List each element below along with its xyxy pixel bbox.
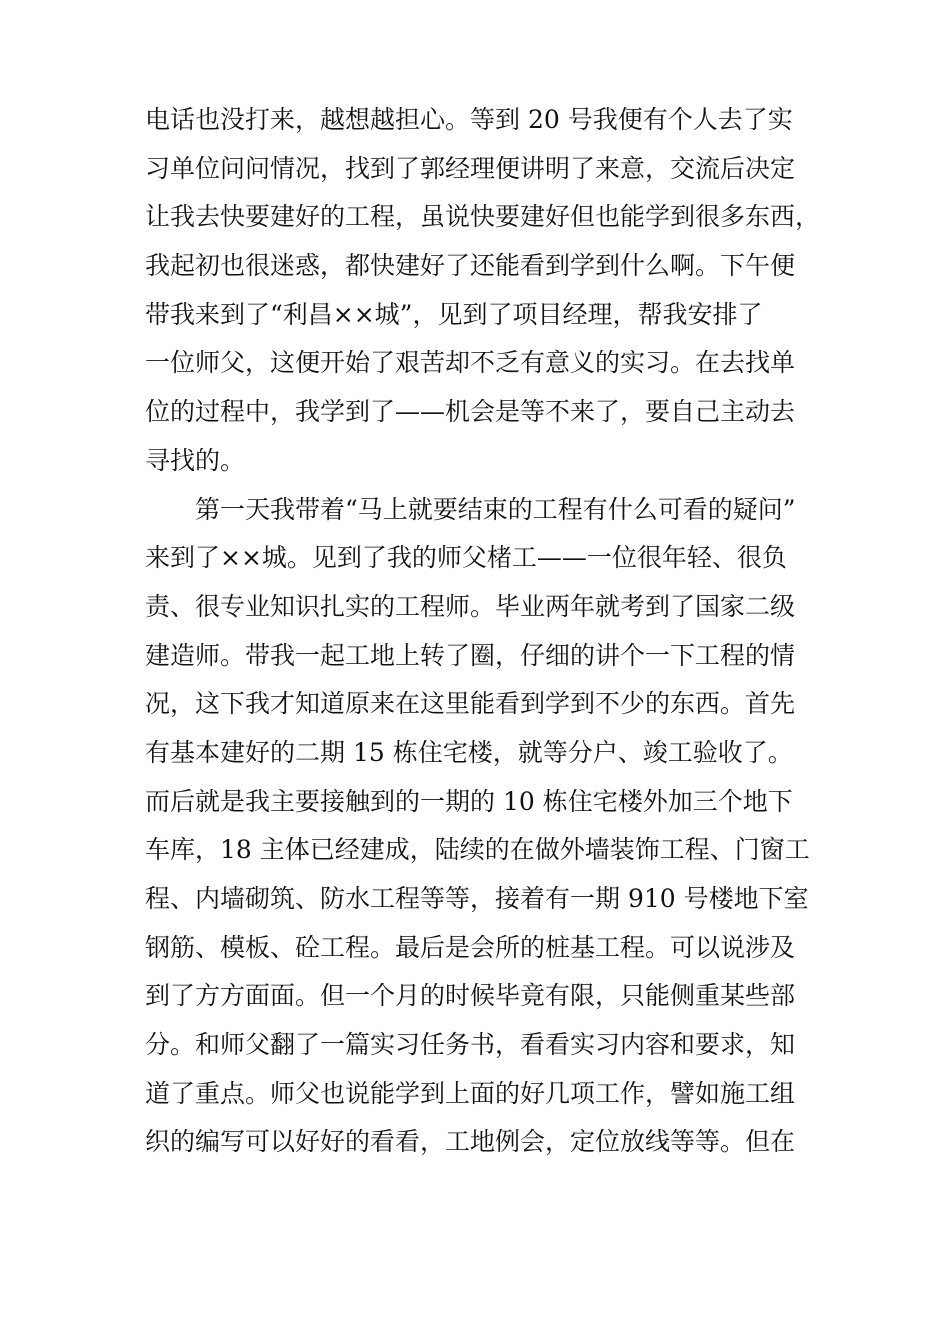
text-line: 况，这下我才知道原来在这里能看到学到不少的东西。首先 xyxy=(145,689,796,719)
text-line: 道了重点。师父也说能学到上面的好几项工作，譬如施工组 xyxy=(145,1078,796,1108)
text-line: 程、内墙砌筑、防水工程等等，接着有一期 910 号楼地下室 xyxy=(145,884,809,913)
text-line: 有基本建好的二期 15 栋住宅楼，就等分户、竣工验收了。 xyxy=(145,737,793,767)
text-line: 车库，18 主体已经建成，陆续的在做外墙装饰工程、门窗工 xyxy=(145,835,810,865)
text-line: 习单位问问情况，找到了郭经理便讲明了来意，交流后决定 xyxy=(145,153,796,183)
text-line: 带我来到了“利昌××城”，见到了项目经理，帮我安排了 xyxy=(145,299,763,329)
text-line: 织的编写可以好好的看看，工地例会，定位放线等等。但在 xyxy=(145,1127,796,1157)
text-line: 我起初也很迷惑，都快建好了还能看到学到什么啊。下午便 xyxy=(145,251,796,281)
text-line: 第一天我带着“马上就要结束的工程有什么可看的疑问” xyxy=(145,494,796,524)
text-line: 让我去快要建好的工程，虽说快要建好但也能学到很多东西， xyxy=(145,202,821,232)
text-line: 位的过程中，我学到了——机会是等不来了，要自己主动去 xyxy=(145,397,796,427)
text-line: 钢筋、模板、砼工程。最后是会所的桩基工程。可以说涉及 xyxy=(145,932,796,962)
text-line: 分。和师父翻了一篇实习任务书，看看实习内容和要求，知 xyxy=(145,1030,796,1060)
body-text xyxy=(145,96,825,1167)
text-line: 寻找的。 xyxy=(145,445,246,475)
text-line: 来到了××城。见到了我的师父楮工——一位很年轻、很负 xyxy=(145,543,787,573)
text-line: 电话也没打来，越想越担心。等到 20 号我便有个人去了实 xyxy=(145,105,793,134)
text-line: 建造师。带我一起工地上转了圈，仔细的讲个一下工程的情 xyxy=(145,640,796,670)
text-line: 一位师父，这便开始了艰苦却不乏有意义的实习。在去找单 xyxy=(145,348,796,378)
text-line: 到了方方面面。但一个月的时候毕竟有限，只能侧重某些部 xyxy=(145,981,796,1011)
text-line: 责、很专业知识扎实的工程师。毕业两年就考到了国家二级 xyxy=(145,591,796,621)
text-line: 而后就是我主要接触到的一期的 10 栋住宅楼外加三个地下 xyxy=(145,786,793,816)
